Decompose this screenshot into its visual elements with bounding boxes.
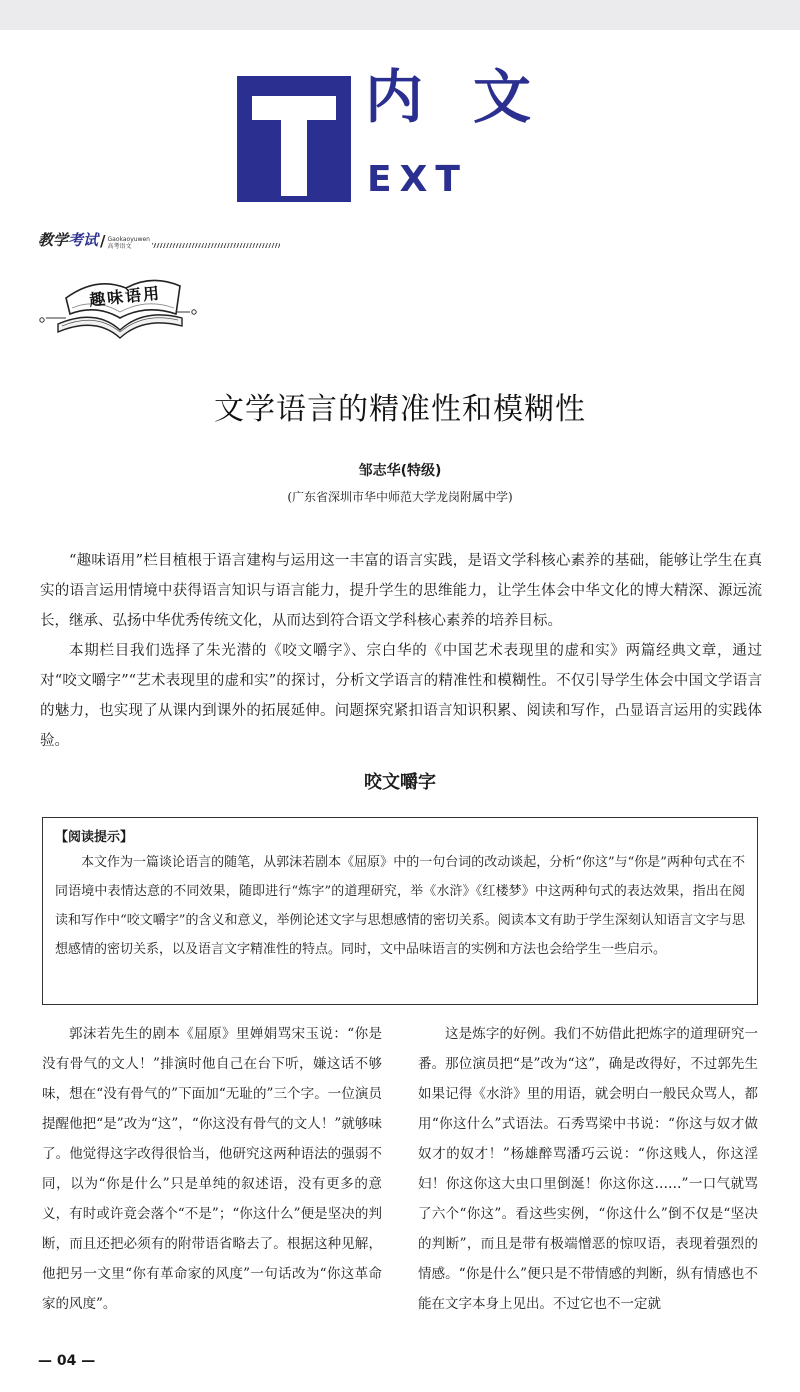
body-paragraph-right: 这是炼字的好例。我们不妨借此把炼字的道理研究一番。那位演员把“是”改为“这”，确是改得好，不过郭先生如果记得《水浒》里的用语，就会明白一般民众骂人，都用“你这什么”式语法。石秀骂梁中书说：“你这与奴才做奴才的奴才！”杨雄醉骂潘巧云说：“你这贱人，你这淫妇！你这你这大虫口里倒涎！你这你这……”一口气就骂了六个“你这”。看这些实例，“你这什么”倒不仅是“坚决的判断”，而且是带有极端憎恶的惊叹语，表现着强烈的情感。“你是什么”便只是不带情感的判断，纵有情感也不能在文字本身上见出。不过它也不一定就 [418,1026,758,1312]
section-tag-hatch [152,243,280,248]
body-column-left [42,1019,382,1319]
header-title-cn: 内文 [365,63,582,131]
letter-t-stem [281,118,307,196]
intro-paragraph-1: “趣味语用”栏目植根于语言建构与运用这一丰富的语言实践，是语文学科核心素养的基础，能够让学生在真实的语言运用情境中获得语言知识与语言能力，提升学生的思维能力，让学生体会中华文化的博大精深、源远流长，继承、弘扬中华优秀传统文化，从而达到符合语文学科核心素养的培养目标。 [40,553,762,629]
reading-tip-box [42,817,758,1005]
article-author: 邹志华(特级) [358,463,442,479]
intro-paragraph-2: 本期栏目我们选择了朱光潜的《咬文嚼字》、宗白华的《中国艺术表现里的虚和实》两篇经典文章，通过对“咬文嚼字”“艺术表现里的虚和实”的探讨，分析文学语言的精准性和模糊性。不仅引导学生体会中国文学语言的魅力，也实现了从课内到课外的拓展延伸。问题探究紧扣语言知识积累、阅读和写作，凸显语言运用的实践体验。 [40,643,762,749]
reading-tip-label: 【阅读提示】 [55,830,134,845]
article-affiliation: (广东省深圳市华中师范大学龙岗附属中学) [287,490,513,504]
body-column-right [418,1019,758,1319]
section-tag [38,228,280,250]
page-number: — 04 — [38,1353,96,1369]
section-tag-main [38,229,98,250]
intro [40,546,762,756]
section-tag-main-a: 教学 [38,231,69,249]
top-bar [0,0,800,30]
article-title: 文学语言的精准性和模糊性 [214,392,586,427]
header-title-en: EXT [367,159,468,200]
section-tag-sub [108,236,150,250]
column-logo-text: 趣味语用 [88,283,162,310]
section-tag-main-b: 考试 [68,231,99,249]
section-tag-sub-cn: 高考语文 [107,243,132,250]
section-tag-slash: / [100,232,106,250]
letter-t-crossbar [252,96,336,120]
section-tag-sub-en: Gaokaoyuwen [107,236,150,243]
section-subheading: 咬文嚼字 [364,772,436,793]
body-paragraph-left: 郭沫若先生的剧本《屈原》里婵娟骂宋玉说：“你是没有骨气的文人！”排演时他自己在台下听，嫌这话不够味，想在“没有骨气的”下面加“无耻的”三个字。一位演员提醒他把“是”改为“这”，“你这没有骨气的文人！”就够味了。他觉得这字改得很恰当，他研究这两种语法的强弱不同，以为“你是什么”只是单纯的叙述语，没有更多的意义，有时或许竟会落个“不是”；“你这什么”便是坚决的判断，而且还把必须有的附带语省略去了。根据这种见解，他把另一文里“你有革命家的风度”一句话改为“你这革命家的风度”。 [42,1026,382,1312]
reading-tip-body: 本文作为一篇谈论语言的随笔，从郭沫若剧本《屈原》中的一句台词的改动谈起，分析“你这”与“你是”两种句式在不同语境中表情达意的不同效果，随即进行“炼字”的道理研究，举《水浒》《红楼梦》中这两种句式的表达效果，指出在阅读和写作中“咬文嚼字”的含义和意义，举例论述文字与思想感情的密切关系。阅读本文有助于学生深刻认知语言文字与思想感情的密切关系，以及语言文字精准性的特点。同时，文中品味语言的实例和方法也会给学生一些启示。 [55,855,745,957]
